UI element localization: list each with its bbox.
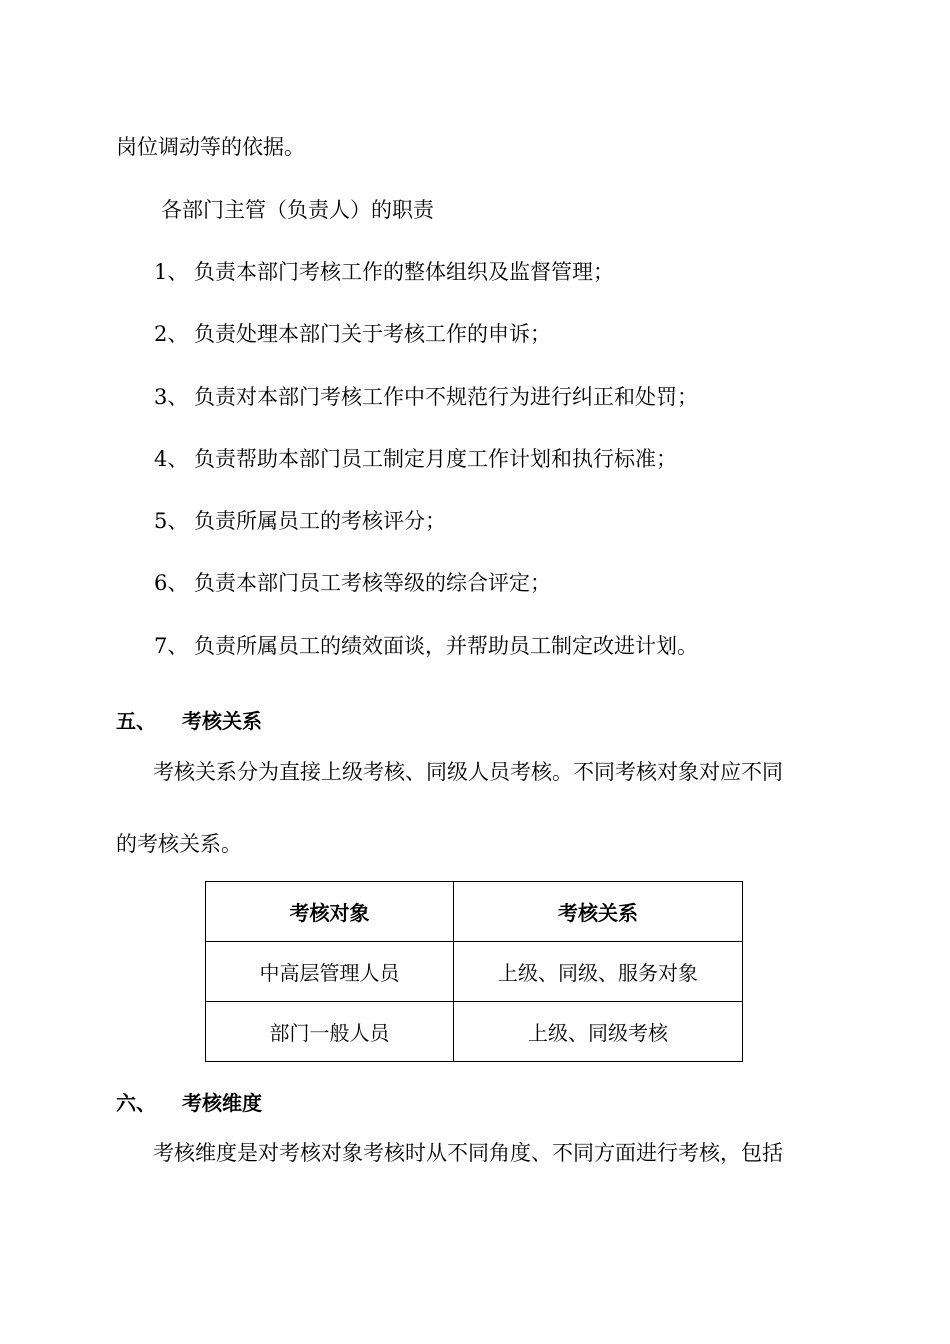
list-item: [154, 319, 551, 349]
section5-paragraph-line2: 的考核关系。: [116, 832, 242, 856]
table-header-row: [206, 882, 743, 942]
section6-number: 六、: [116, 1091, 156, 1115]
list-item-number: 1、: [154, 260, 189, 284]
list-item-number: 3、: [154, 385, 189, 409]
list-item: [154, 568, 551, 598]
table-cell: 中高层管理人员: [206, 942, 454, 1002]
table-row: [206, 1002, 743, 1062]
section6-heading: [116, 1088, 262, 1118]
table-cell: 上级、同级、服务对象: [454, 942, 743, 1002]
section5-title: 考核关系: [182, 709, 262, 733]
section5-number: 五、: [116, 709, 156, 733]
table-header-cell: 考核对象: [206, 882, 454, 942]
list-item-number: 7、: [154, 634, 189, 658]
list-item-text: 负责所属员工的考核评分；: [194, 509, 446, 533]
list-item: [154, 506, 446, 536]
section6-title: 考核维度: [182, 1091, 262, 1115]
list-item: [154, 444, 677, 474]
list-item-text: 负责处理本部门关于考核工作的申诉；: [194, 322, 551, 346]
section5-paragraph-line1: 考核关系分为直接上级考核、同级人员考核。不同考核对象对应不同: [153, 760, 783, 784]
list-item-text: 负责帮助本部门员工制定月度工作计划和执行标准；: [194, 447, 677, 471]
list-item-text: 负责本部门员工考核等级的综合评定；: [194, 571, 551, 595]
list-item-text: 负责对本部门考核工作中不规范行为进行纠正和处罚；: [194, 385, 698, 409]
section6-paragraph-line1: 考核维度是对考核对象考核时从不同角度、不同方面进行考核，包括: [153, 1141, 783, 1165]
manager-section-title: 各部门主管（负责人）的职责: [161, 198, 434, 222]
list-item: [154, 257, 614, 287]
list-item-number: 6、: [154, 571, 189, 595]
table-cell: 上级、同级考核: [454, 1002, 743, 1062]
list-item-number: 2、: [154, 322, 189, 346]
list-item: [154, 631, 698, 661]
intro-tail-text: 岗位调动等的依据。: [116, 135, 305, 159]
relationship-table: [205, 881, 743, 1062]
table-header-cell: 考核关系: [454, 882, 743, 942]
list-item-text: 负责所属员工的绩效面谈，并帮助员工制定改进计划。: [194, 634, 698, 658]
list-item-number: 5、: [154, 509, 189, 533]
table-cell: 部门一般人员: [206, 1002, 454, 1062]
list-item: [154, 382, 698, 412]
list-item-number: 4、: [154, 447, 189, 471]
section5-heading: [116, 706, 262, 736]
list-item-text: 负责本部门考核工作的整体组织及监督管理；: [194, 260, 614, 284]
table-row: [206, 942, 743, 1002]
